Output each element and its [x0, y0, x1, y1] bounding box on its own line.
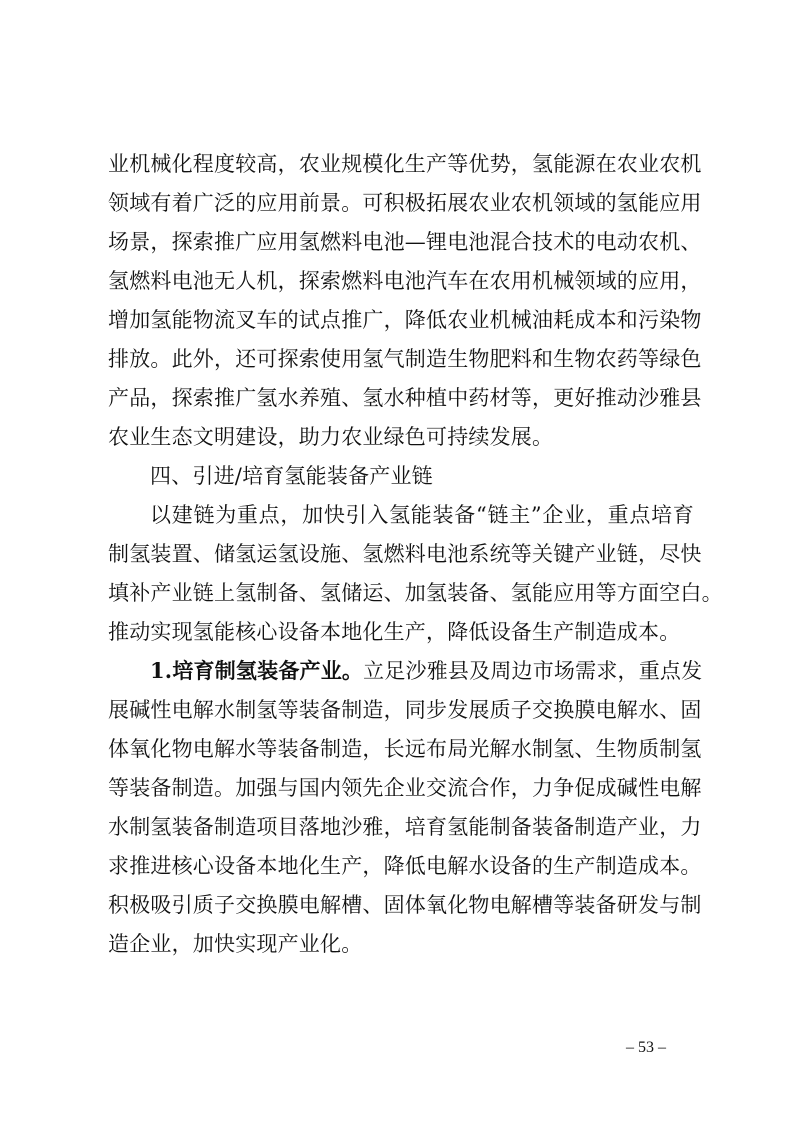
body-line: 填补产业链上氢制备、氢储运、加氢装备、氢能应用等方面空白。	[108, 581, 723, 605]
body-line: 场景，探索推广应用氢燃料电池—锂电池混合技术的电动农机、	[108, 230, 702, 254]
bold-subheading: 1.培育制氢装备产业。	[150, 658, 364, 683]
body-line: 造企业，加快实现产业化。	[108, 932, 363, 956]
body-line: 体氧化物电解水等装备制造，长远布局光解水制氢、生物质制氢	[108, 737, 702, 761]
body-line: 等装备制造。加强与国内领先企业交流合作，力争促成碱性电解	[108, 776, 702, 800]
body-line: 以建链为重点，加快引入氢能装备“链主”企业，重点培育	[150, 503, 694, 527]
body-line: 增加氢能物流叉车的试点推广，降低农业机械油耗成本和污染物	[108, 308, 702, 332]
body-line: 展碱性电解水制氢等装备制造，同步发展质子交换膜电解水、固	[108, 698, 702, 722]
section-heading: 四、引进/培育氢能装备产业链	[150, 464, 433, 488]
body-line: 水制氢装备制造项目落地沙雅，培育氢能制备装备制造产业，力	[108, 815, 702, 839]
body-line: 推动实现氢能核心设备本地化生产，降低设备生产制造成本。	[108, 620, 681, 644]
body-text: 立足沙雅县及周边市场需求，重点发	[363, 659, 703, 683]
body-line	[150, 656, 703, 686]
body-line: 领域有着广泛的应用前景。可积极拓展农业农机领域的氢能应用	[108, 191, 702, 215]
body-line: 排放。此外，还可探索使用氢气制造生物肥料和生物农药等绿色	[108, 347, 702, 371]
body-line: 业机械化程度较高，农业规模化生产等优势，氢能源在农业农机	[108, 152, 702, 176]
page-number: – 53 –	[626, 1039, 666, 1056]
body-line: 氢燃料电池无人机，探索燃料电池汽车在农用机械领域的应用，	[108, 269, 702, 293]
body-line: 农业生态文明建设，助力农业绿色可持续发展。	[108, 425, 554, 449]
body-line: 产品，探索推广氢水养殖、氢水种植中药材等，更好推动沙雅县	[108, 386, 702, 410]
body-line: 积极吸引质子交换膜电解槽、固体氧化物电解槽等装备研发与制	[108, 893, 702, 917]
body-line: 制氢装置、储氢运氢设施、氢燃料电池系统等关键产业链，尽快	[108, 542, 702, 566]
body-line: 求推进核心设备本地化生产，降低电解水设备的生产制造成本。	[108, 854, 702, 878]
